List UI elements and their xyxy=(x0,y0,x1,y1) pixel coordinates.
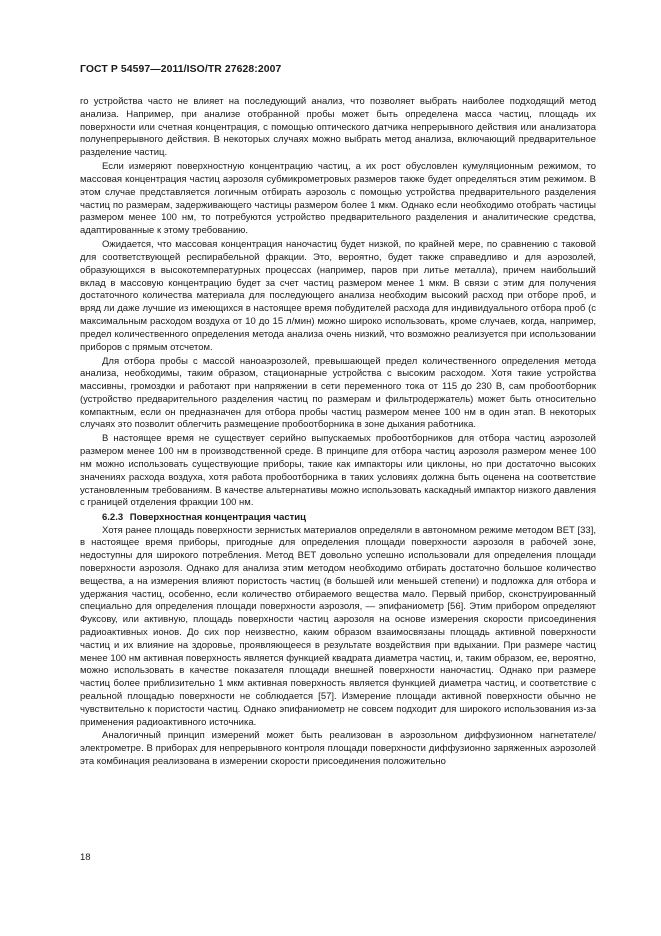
page-number: 18 xyxy=(80,852,91,863)
paragraph: Аналогичный принцип измерений может быть реализован в аэрозольном диффузионном нагнетателе/электрометре. В приборах для непрерывного контроля площади поверхности диффузионно заряженных аэрозолей эта комбинация реализована в измерении скорости присоединения положительно xyxy=(80,730,596,768)
document-body xyxy=(80,96,596,769)
paragraph: Хотя ранее площадь поверхности зернистых материалов определяли в автономном режиме методом ВЕТ [33], в настоящее время приборы, пригодные для определения площади поверхности аэрозоля в рабочей зоне, недоступны для широкого потребления. Метод ВЕТ довольно успешно использовали для определения площади поверхности аэрозоля. Однако для анализа этим методом необходимо отбирать достаточно большое количество вещества, а на измерения влияют пористость частиц (в большей или меньшей степени) и подложка для отбора и удержания частиц, особенно, если количество отбираемого вещества мало. Первый прибор, сконструированный специально для определения площади поверхности аэрозоля, — эпифаниометр [56]. Этим прибором определяют Фуксову, или активную, площадь поверхности частиц аэрозоля на основе измерения скорости присоединения радиоактивных ионов. До сих пор неизвестно, каким образом взаимосвязаны площадь активной поверхности частиц и их влияние на здоровье, проявляющееся в результате воздействия при вдыхании. При размере частиц менее 100 нм активная поверхность является функцией квадрата диаметра частиц, и, таким образом, ее, вероятно, можно использовать в качестве показателя площади внешней поверхности наночастиц. Однако при размере частиц более приблизительно 1 мкм активная поверхность является функцией диаметра частиц, и соответствие с реальной площадью поверхности не соблюдается [57]. Измерение площади активной поверхности обычно не чувствительно к пористости частиц. Однако эпифаниометр не совсем подходит для широкого использования из-за применения радиоактивного источника. xyxy=(80,524,596,728)
document-header: ГОСТ Р 54597—2011/ISO/TR 27628:2007 xyxy=(80,64,282,75)
paragraph: го устройства часто не влияет на последующий анализ, что позволяет выбрать наиболее подходящий метод анализа. Например, при анализе отобранной пробы может быть определена масса частиц, площадь их поверхности или счетная концентрация, с помощью оптического датчика непрерывного действия или анализатора полунепрерывного действия. В некоторых случаях можно выбрать метод анализа, включающий предварительное разделение частиц. xyxy=(80,96,596,159)
paragraph: Ожидается, что массовая концентрация наночастиц будет низкой, по крайней мере, по сравнению с таковой для соответствующей респирабельной фракции. Это, вероятно, будет также справедливо и для аэрозолей, образующихся в высокотемпературных процессах (например, паров при литье металла), причем наибольший вклад в массовую концентрацию будет за счет частиц размером менее 1 мкм. В связи с этим для получения достаточного количества материала для последующего анализа необходим высокий расход при отборе проб, и вряд ли даже лучшие из имеющихся в настоящее время побудителей расхода для индивидуального отбора проб (с максимальным расходом воздуха от 10 до 15 л/мин) можно широко использовать, кроме случаев, когда, например, предел количественного определения метода анализа очень низкий, что возможно реализуется при использовании приборов с прямым отсчетом. xyxy=(80,239,596,353)
section-title: Поверхностная концентрация частиц xyxy=(129,511,306,523)
section-number: 6.2.3 xyxy=(102,511,124,523)
paragraph: В настоящее время не существует серийно выпускаемых пробоотборников для отбора частиц аэрозолей размером менее 100 нм в производственной среде. В принципе для отбора частиц аэрозоля размером менее 100 нм можно использовать существующие приборы, такие как импакторы или циклоны, но при достаточно высоких значениях расхода воздуха, хотя работа пробоотборника в таких условиях должна быть оценена на соответствие установленным требованиям. В качестве альтернативы можно использовать каскадный импактор низкого давления с границей отделения фракции 100 нм. xyxy=(80,433,596,509)
paragraph: Если измеряют поверхностную концентрацию частиц, а их рост обусловлен кумуляционным режимом, то массовая концентрация частиц аэрозоля субмикрометровых размеров также будет определяться этим режимом. В этом случае представляется логичным отбирать аэрозоль с помощью устройства предварительного разделения частиц по размерам, задерживающего частицы размером более 1 мкм. Однако если необходимо отобрать частицы размером менее 100 нм, то потребуются устройство предварительного разделения и аналитические средства, адаптированные к этому требованию. xyxy=(80,161,596,237)
section-heading xyxy=(80,512,596,525)
paragraph: Для отбора пробы с массой наноаэрозолей, превышающей предел количественного определения метода анализа, необходимы, таким образом, стационарные устройства с высоким расходом. Хотя такие устройства массивны, громоздки и работают при напряжении в сети переменного тока от 115 до 230 В, сам пробоотборник (устройство предварительного разделения частиц по размерам и фильтродержатель) может быть относительно компактным, если он предназначен для отбора пробы частиц размером менее 100 нм в один этап. В некоторых случаях это позволит облегчить размещение пробоотборника в зоне дыхания работника. xyxy=(80,355,596,431)
